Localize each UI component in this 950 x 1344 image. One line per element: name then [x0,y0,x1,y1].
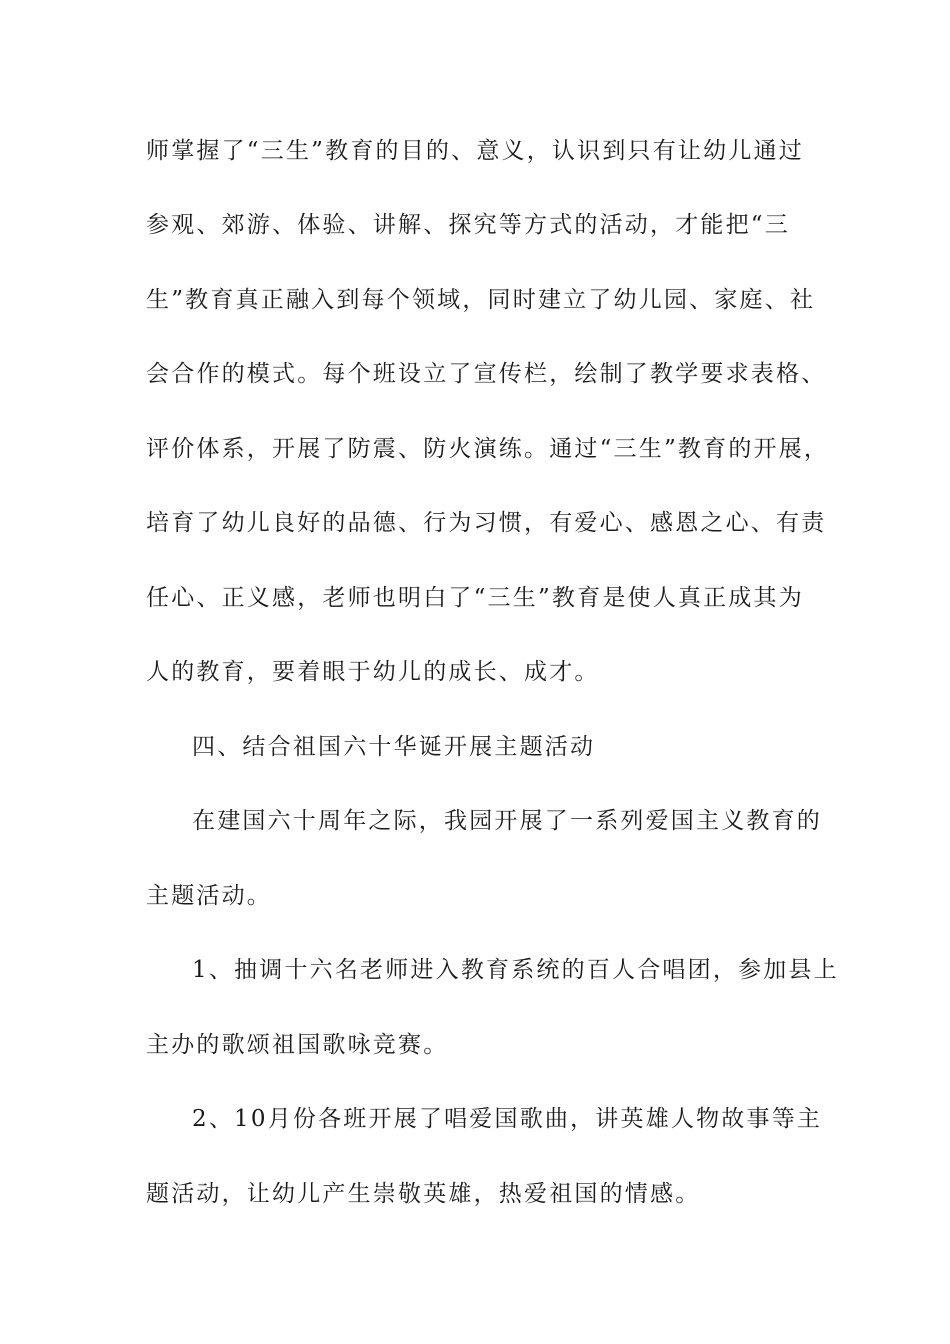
paragraph-line: 培育了幼儿良好的品德、行为习惯，有爱心、感恩之心、有责 [146,510,827,536]
paragraph-line: 评价体系，开展了防震、防火演练。通过“三生”教育的开展， [146,436,830,462]
section-heading: 四、结合祖国六十华诞开展主题活动 [192,734,596,760]
paragraph-line: 主题活动。 [146,883,272,909]
list-item-line: 2、10月份各班开展了唱爱国歌曲，讲英雄人物故事等主 [192,1106,823,1132]
paragraph-line: 生”教育真正融入到每个领域，同时建立了幼儿园、家庭、社 [146,287,816,313]
paragraph-line: 参观、郊游、体验、讲解、探究等方式的活动，才能把“三 [146,212,790,238]
list-item-line: 1、抽调十六名老师进入教育系统的百人合唱团，参加县上 [192,957,839,983]
paragraph-line: 人的教育，要着眼于幼儿的成长、成才。 [146,659,600,685]
paragraph-line: 在建国六十周年之际，我园开展了一系列爱国主义教育的 [192,808,822,834]
paragraph-line: 任心、正义感，老师也明白了“三生”教育是使人真正成其为 [146,585,804,611]
list-item-line: 题活动，让幼儿产生崇敬英雄，热爱祖国的情感。 [146,1181,701,1207]
paragraph-line: 会合作的模式。每个班设立了宣传栏，绘制了教学要求表格、 [146,361,827,387]
paragraph-line: 师掌握了“三生”教育的目的、意义，认识到只有让幼儿通过 [146,138,804,164]
list-item-line: 主办的歌颂祖国歌咏竞赛。 [146,1032,449,1058]
